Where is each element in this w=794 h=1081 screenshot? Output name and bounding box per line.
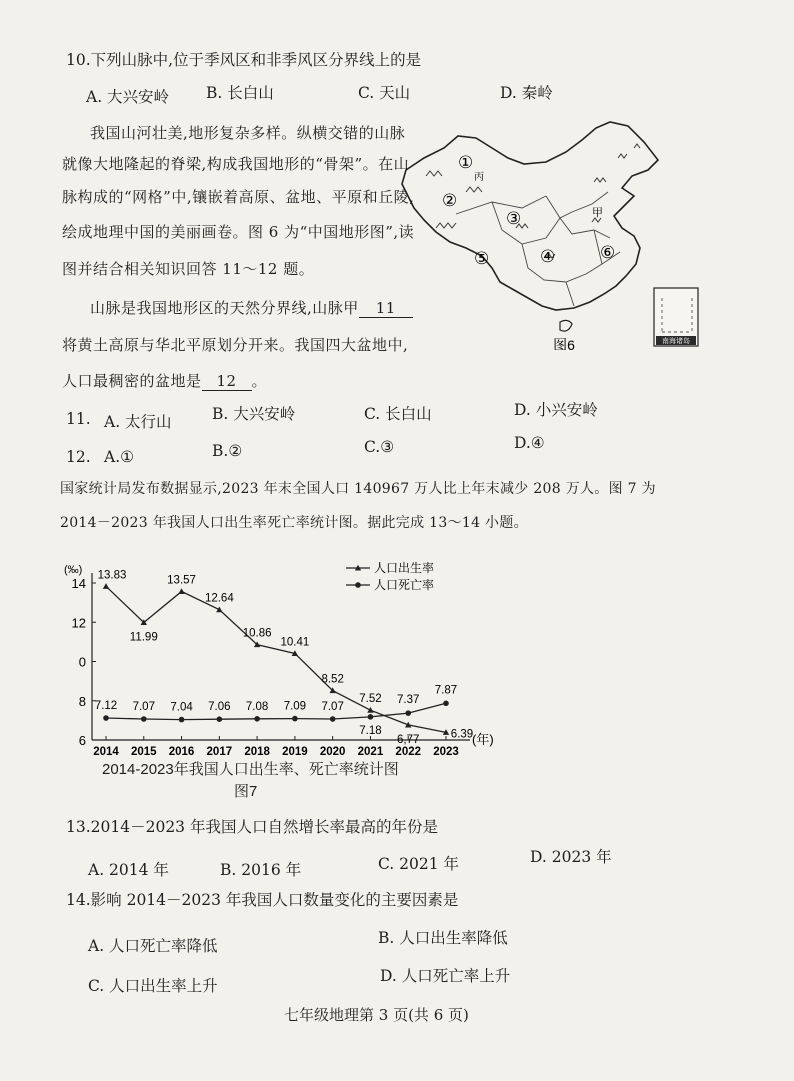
y-axis-unit: (‰) [64,564,83,576]
china-outline [402,122,658,310]
fill-line-3-end: 。 [251,372,268,390]
death-rate-label-2019: 7.09 [283,700,307,713]
death-rate-point-2020 [330,716,336,722]
q12-option-c: C.③ [364,438,395,456]
birth-rate-point-2016 [178,588,184,594]
map-caption: 图6 [553,337,575,350]
q13-stem: 13.2014－2023 年我国人口自然增长率最高的年份是 [66,818,438,836]
legend-label-1: 人口死亡率 [374,578,435,592]
q12-number: 12. [66,448,91,466]
fill-line-3 [62,370,267,391]
x-tick-label-5: 2019 [282,746,308,755]
q13-option-c: C. 2021 年 [378,855,460,873]
birth-rate-point-2021 [367,707,373,713]
chart-title: 2014-2023年我国人口出生率、死亡率统计图 [102,761,399,778]
fill-line-1 [90,297,413,318]
x-axis-unit: (年) [472,732,494,747]
death-rate-point-2017 [217,716,223,722]
death-rate-label-2021: 7.18 [359,724,382,737]
fill-line-2: 将黄土高原与华北平原划分开来。我国四大盆地中, [62,336,409,354]
intro1-line-5: 图并结合相关知识回答 11～12 题。 [62,260,315,278]
fill-line-1-text: 山脉是我国地形区的天然分界线,山脉甲 [90,299,359,317]
south-sea-inset-label: 南海诸岛 [662,338,690,345]
x-tick-label-0: 2014 [93,746,119,755]
birth-rate-point-2014 [103,583,109,589]
chart-svg [60,560,520,755]
q11-option-d: D. 小兴安岭 [514,401,598,419]
birth-rate-label-2016: 13.57 [167,574,196,587]
q14-option-b: B. 人口出生率降低 [378,929,508,947]
x-tick-label-1: 2015 [130,746,157,755]
death-rate-label-2018: 7.08 [245,700,269,713]
intro1-line-4: 绘成地理中国的美丽画卷。图 6 为“中国地形图”,读 [62,223,415,241]
blank-11: 11 [359,299,413,318]
chart-caption: 图7 [234,783,258,800]
birth-rate-label-2015: 11.99 [129,631,158,644]
x-tick-label-7: 2021 [357,746,384,755]
birth-rate-label-2018: 10.86 [242,627,272,640]
map-label-bing: 丙 [474,172,484,183]
china-terrain-map [396,118,716,350]
q10-option-a: A. 大兴安岭 [86,88,170,106]
death-rate-point-2023 [443,701,449,707]
death-rate-label-2020: 7.07 [321,701,344,714]
q12-option-d: D.④ [514,434,545,452]
death-rate-label-2014: 7.12 [94,700,118,713]
x-tick-label-8: 2022 [395,746,422,755]
q14-option-a: A. 人口死亡率降低 [88,937,218,955]
q12-option-b: B.② [212,442,243,460]
q10-option-c: C. 天山 [358,84,411,102]
blank-12: 12 [202,372,252,391]
q14-option-d: D. 人口死亡率上升 [380,967,511,985]
intro1-line-2: 就像大地隆起的脊梁,构成我国地形的“骨架”。在山 [62,155,410,173]
map-marker-1: ① [458,153,474,172]
x-tick-label-9: 2023 [433,746,459,755]
birth-rate-label-2023: 6.39 [450,728,474,741]
hainan-island [560,320,572,331]
map-marker-4: ④ [540,247,556,266]
q13-option-a: A. 2014 年 [88,861,169,879]
map-marker-3: ③ [506,209,522,228]
y-tick-label-1: 12 [71,615,86,631]
death-rate-point-2014 [103,715,109,721]
birth-rate-label-2014: 13.83 [97,569,127,582]
y-tick-label-3: 8 [78,693,86,709]
death-rate-point-2018 [254,716,260,722]
map-marker-2: ② [442,191,458,210]
legend-label-0: 人口出生率 [374,561,435,575]
birth-rate-point-2017 [216,606,222,612]
q12-option-a: A.① [104,448,135,466]
y-tick-label-2: 0 [78,654,86,670]
birth-rate-label-2019: 10.41 [280,636,310,649]
birth-rate-label-2017: 12.64 [204,592,234,605]
q11-number: 11. [66,410,91,428]
y-tick-label-0: 14 [71,576,86,591]
q10-option-d: D. 秦岭 [500,84,553,102]
intro1-line-1: 我国山河壮美,地形复杂多样。纵横交错的山脉 [90,124,406,142]
page-footer: 七年级地理第 3 页(共 6 页) [284,1006,469,1024]
q11-option-a: A. 太行山 [104,413,172,431]
fill-line-3-text: 人口最稠密的盆地是 [62,372,202,390]
q10-option-b: B. 长白山 [206,84,274,102]
x-tick-label-2: 2016 [168,746,195,755]
death-rate-point-2015 [141,716,147,722]
legend-circle-marker [355,582,361,588]
x-tick-label-3: 2017 [206,746,233,755]
death-rate-label-2016: 7.04 [170,701,193,714]
q10-stem: 10.下列山脉中,位于季风区和非季风区分界线上的是 [66,51,422,69]
death-rate-label-2023: 7.87 [434,684,458,697]
q14-stem: 14.影响 2014－2023 年我国人口数量变化的主要因素是 [66,891,459,909]
map-marker-5: ⑤ [474,249,490,268]
death-rate-label-2022: 7.37 [397,694,420,707]
x-tick-label-4: 2018 [244,746,270,755]
intro2-line-2: 2014－2023 年我国人口出生率死亡率统计图。据此完成 13～14 小题。 [60,515,528,531]
series-line-birth-rate [106,586,446,732]
intro2-line-1: 国家统计局发布数据显示,2023 年末全国人口 140967 万人比上年末减少 208 万人。图 7 为 [60,481,656,497]
q13-option-d: D. 2023 年 [530,848,612,866]
population-rate-chart [60,560,520,755]
birth-rate-label-2022: 6,77 [397,733,420,746]
q14-option-c: C. 人口出生率上升 [88,977,218,995]
death-rate-point-2022 [405,710,411,716]
birth-rate-label-2020: 8.52 [321,673,344,686]
death-rate-point-2021 [368,714,374,720]
map-marker-6: ⑥ [600,243,616,262]
map-svg [396,118,716,350]
q13-option-b: B. 2016 年 [220,861,302,879]
death-rate-label-2017: 7.06 [208,701,231,714]
intro1-line-3: 脉构成的“网格”中,镶嵌着高原、盆地、平原和丘陵, [62,188,415,206]
birth-rate-label-2021: 7.52 [359,693,382,706]
death-rate-point-2019 [292,716,298,722]
death-rate-label-2015: 7.07 [132,701,155,714]
map-label-jia: 甲 [592,207,603,219]
x-tick-label-6: 2020 [319,746,346,755]
y-tick-label-4: 6 [78,733,86,748]
death-rate-point-2016 [179,717,185,723]
q11-option-b: B. 大兴安岭 [212,405,296,423]
q11-option-c: C. 长白山 [364,405,432,423]
